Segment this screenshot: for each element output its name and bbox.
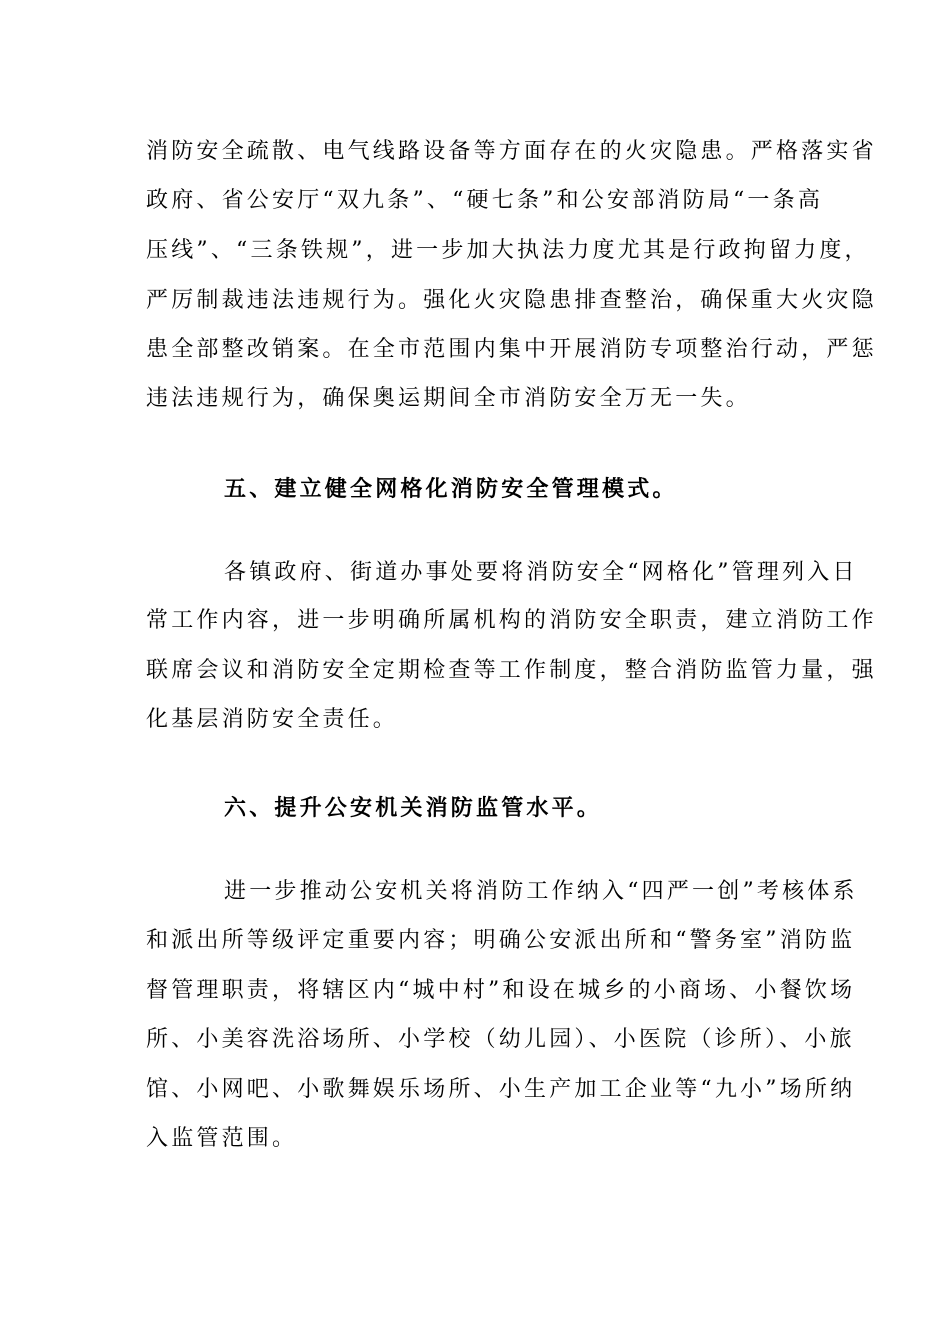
section-6-line-1: 进一步推动公安机关将消防工作纳入“四严一创”考核体系 (224, 879, 858, 904)
section-6-heading: 六、提升公安机关消防监管水平。 (224, 796, 603, 821)
paragraph-1-line-2: 政府、省公安厅“双九条”、“硬七条”和公安部消防局“一条高 (146, 188, 824, 213)
section-5-line-1: 各镇政府、街道办事处要将消防安全“网格化”管理列入日 (224, 560, 858, 585)
section-6-line-2: 和派出所等级评定重要内容；明确公安派出所和“警务室”消防监 (146, 928, 856, 953)
paragraph-1-line-6: 违法违规行为，确保奥运期间全市消防安全万无一失。 (146, 386, 751, 411)
section-5-line-3: 联席会议和消防安全定期检查等工作制度，整合消防监管力量，强 (146, 658, 877, 683)
section-5-line-4: 化基层消防安全责任。 (146, 707, 399, 732)
section-5-heading: 五、建立健全网格化消防安全管理模式。 (224, 477, 678, 502)
section-6-line-3: 督管理职责，将辖区内“城中村”和设在城乡的小商场、小餐饮场 (146, 978, 856, 1003)
paragraph-1-line-3: 压线”、“三条铁规”，进一步加大执法力度尤其是行政拘留力度， (146, 238, 870, 263)
paragraph-1-line-1: 消防安全疏散、电气线路设备等方面存在的火灾隐患。严格落实省 (146, 139, 877, 164)
section-6-line-6: 入监管范围。 (146, 1126, 298, 1151)
paragraph-1-line-4: 严厉制裁违法违规行为。强化火灾隐患排查整治，确保重大火灾隐 (146, 288, 877, 313)
section-6-line-4: 所、小美容洗浴场所、小学校（幼儿园）、小医院（诊所）、小旅 (146, 1027, 855, 1052)
paragraph-1-line-5: 患全部整改销案。在全市范围内集中开展消防专项整治行动，严惩 (146, 337, 877, 362)
section-6-line-5: 馆、小网吧、小歌舞娱乐场所、小生产加工企业等“九小”场所纳 (146, 1077, 856, 1102)
section-5-line-2: 常工作内容，进一步明确所属机构的消防安全职责，建立消防工作 (146, 608, 877, 633)
